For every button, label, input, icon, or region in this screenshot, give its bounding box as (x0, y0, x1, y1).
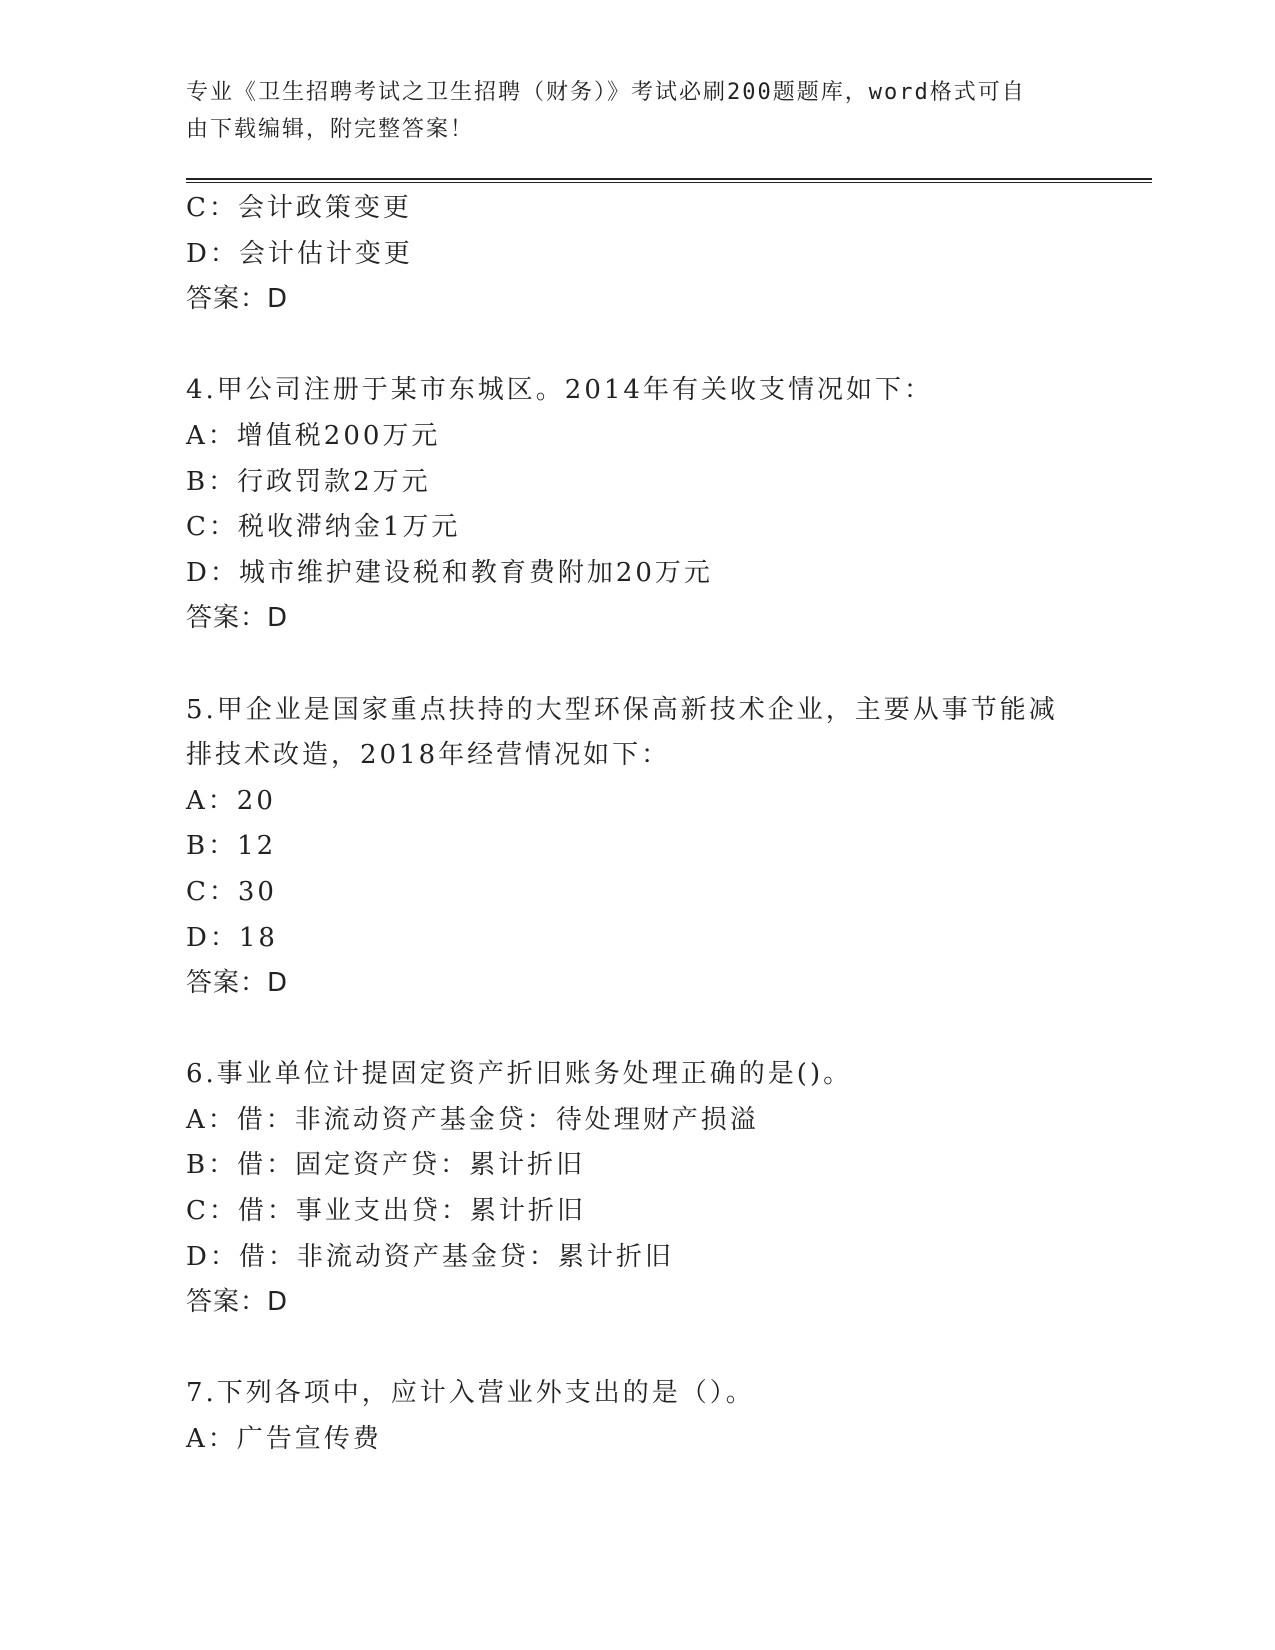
option-a: A：增值税200万元 (186, 420, 441, 451)
spacer (186, 323, 1086, 369)
question-stem: 7.下列各项中，应计入营业外支出的是（）。 (186, 1378, 755, 1409)
option-c: C：借：事业支出贷：累计折旧 (186, 1196, 586, 1227)
question-4 (186, 368, 1086, 642)
option-b: B：12 (186, 831, 277, 862)
answer: 答案：D (186, 284, 289, 315)
question-5 (186, 688, 1086, 1007)
option-d: D：借：非流动资产基金贷：累计折旧 (186, 1241, 674, 1272)
option-c: C：会计政策变更 (186, 193, 412, 223)
spacer (186, 1326, 1086, 1372)
header-line-2: 由下载编辑，附完整答案！ (186, 117, 475, 142)
question-stem: 6.事业单位计提固定资产折旧账务处理正确的是()。 (186, 1059, 853, 1090)
option-d: D：18 (186, 922, 278, 953)
option-a: A：广告宣传费 (186, 1424, 382, 1455)
answer: 答案：D (186, 603, 289, 634)
answer: 答案：D (186, 1287, 289, 1318)
question-7 (186, 1371, 1086, 1462)
question-stem-line-1: 5.甲企业是国家重点扶持的大型环保高新技术企业，主要从事节能减 (186, 694, 1058, 725)
answer: 答案：D (186, 968, 289, 999)
question-stem: 4.甲公司注册于某市东城区。2014年有关收支情况如下： (186, 375, 933, 406)
header-divider-thick (186, 178, 1152, 180)
document-header (186, 74, 1066, 148)
header-divider-thin (186, 182, 1152, 183)
spacer (186, 642, 1086, 688)
option-a: A：借：非流动资产基金贷：待处理财产损溢 (186, 1104, 759, 1135)
option-b: B：借：固定资产贷：累计折旧 (186, 1150, 586, 1181)
option-a: A：20 (186, 785, 276, 816)
option-c: C：税收滞纳金1万元 (186, 512, 461, 543)
option-d: D：会计估计变更 (186, 238, 413, 269)
spacer (186, 1007, 1086, 1053)
option-b: B：行政罚款2万元 (186, 466, 431, 497)
question-6 (186, 1052, 1086, 1326)
header-line-1: 专业《卫生招聘考试之卫生招聘（财务）》考试必刷200题题库，word格式可自 (186, 80, 1026, 105)
option-c: C：30 (186, 876, 277, 907)
question-3 (186, 186, 1086, 323)
question-list (186, 186, 1086, 1463)
question-stem-line-2: 排技术改造，2018年经营情况如下： (186, 740, 671, 771)
option-d: D：城市维护建设税和教育费附加20万元 (186, 557, 713, 588)
